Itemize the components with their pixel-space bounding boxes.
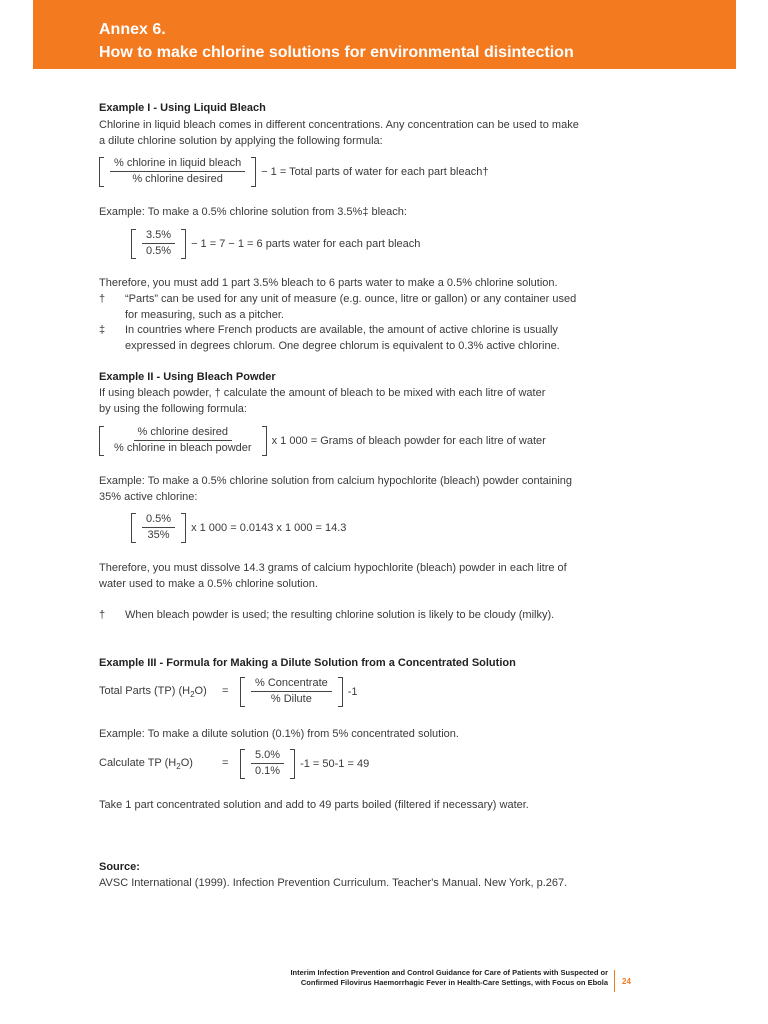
example-2-therefore-line-1: Therefore, you must dissolve 14.3 grams of calcium hypochlorite (bleach) powder in each litre of (99, 562, 567, 574)
example-2-calculation (131, 512, 346, 543)
fraction-denominator: % chlorine desired (132, 173, 223, 185)
total-parts-label: Total Parts (TP) $(H_2O)$ (99, 685, 207, 700)
fraction-numerator: 3.5% (142, 228, 175, 244)
footer-divider (614, 970, 615, 992)
example-2-example-line-2: 35% active chlorine: (99, 491, 198, 503)
calculation-result: − 1 = 7 − 1 = 6 parts water for each part bleach (191, 237, 421, 250)
example-2-example-line-1: Example: To make a 0.5% chlorine solution from calcium hypochlorite (bleach) powder containing (99, 475, 573, 487)
footer-line-2: Confirmed Filovirus Haemorrhagic Fever in Health-Care Settings, with Focus on Ebola (300, 978, 608, 987)
page-number: 24 (622, 977, 631, 986)
calculate-tp-label: Calculate TP $(H_2O)$ (99, 757, 193, 772)
fraction-denominator: 0.5% (146, 245, 172, 257)
example-3-take-line: Take 1 part concentrated solution and add to 49 parts boiled (filtered if necessary) water. (99, 799, 529, 811)
footnote-double-dagger (99, 322, 619, 354)
fraction (136, 228, 181, 259)
fraction (245, 748, 290, 779)
footnote-mark: ‡ (99, 324, 106, 336)
fraction-numerator: 0.5% (142, 512, 175, 528)
fraction-denominator: 0.1% (255, 765, 281, 777)
equals-sign: = (222, 757, 229, 769)
fraction-numerator: 5.0% (251, 748, 284, 764)
footnote-text: When bleach powder is used; the resulting chlorine solution is likely to be cloudy (milky). (125, 609, 555, 621)
fraction-denominator: % chlorine in bleach powder (114, 442, 252, 454)
footnote-dagger (99, 291, 619, 323)
fraction-numerator: % chlorine desired (134, 425, 233, 441)
example-1-formula (99, 156, 488, 187)
source-citation: AVSC International (1999). Infection Prevention Curriculum. Teacher's Manual. New York, p.267. (99, 877, 568, 889)
annex-label: Annex 6. (99, 21, 166, 38)
calculation-result: x 1 000 = 0.0143 x 1 000 = 14.3 (191, 521, 347, 534)
footnote-line-2: for measuring, such as a pitcher. (125, 309, 284, 321)
footnote-line-2: expressed in degrees chlorum. One degree chlorum is equivalent to 0.3% active chlorine. (125, 340, 560, 352)
example-2-therefore-line-2: water used to make a 0.5% chlorine solution. (99, 578, 318, 590)
fraction (104, 156, 251, 187)
fraction-denominator: % Dilute (270, 693, 312, 705)
fraction-numerator: % chlorine in liquid bleach (110, 156, 245, 172)
footer-line-1: Interim Infection Prevention and Control Guidance for Care of Patients with Suspected or (290, 968, 608, 977)
example-3-calculation (240, 748, 369, 779)
example-1-heading: Example I - Using Liquid Bleach (99, 102, 266, 114)
example-1-calculation (131, 228, 420, 259)
fraction-denominator: 35% (147, 529, 170, 541)
example-2-formula (99, 425, 546, 456)
source-heading: Source: (99, 861, 140, 873)
example-3-formula (240, 676, 358, 707)
example-1-example-line: Example: To make a 0.5% chlorine solution from 3.5%‡ bleach: (99, 206, 407, 218)
example-1-intro-line-1: Chlorine in liquid bleach comes in different concentrations. Any concentration can be used to make (99, 119, 579, 131)
fraction (245, 676, 338, 707)
footnote-mark: † (99, 293, 106, 305)
example-2-intro-line-1: If using bleach powder, † calculate the amount of bleach to be mixed with each litre of water (99, 387, 546, 399)
example-1-therefore: Therefore, you must add 1 part 3.5% bleach to 6 parts water to make a 0.5% chlorine solution. (99, 277, 558, 289)
footnote-line-1: “Parts” can be used for any unit of measure (e.g. ounce, litre or gallon) or any container used (125, 293, 577, 305)
fraction-numerator: % Concentrate (251, 676, 332, 692)
page-title: How to make chlorine solutions for environmental disintection (99, 44, 574, 61)
example-2-intro-line-2: by using the following formula: (99, 403, 247, 415)
page-footer (290, 968, 608, 988)
calculation-result: -1 = 50-1 = 49 (300, 757, 370, 770)
header-banner (33, 0, 736, 69)
example-2-heading: Example II - Using Bleach Powder (99, 371, 276, 383)
formula-result: − 1 = Total parts of water for each part bleach† (261, 165, 489, 178)
formula-result: x 1 000 = Grams of bleach powder for each litre of water (271, 434, 546, 447)
formula-result: -1 (347, 685, 358, 698)
footnote-dagger-powder (99, 607, 619, 623)
equals-sign: = (222, 685, 229, 697)
footnote-mark: † (99, 609, 106, 621)
example-3-example-line: Example: To make a dilute solution (0.1%) from 5% concentrated solution. (99, 728, 459, 740)
fraction (104, 425, 262, 456)
footnote-line-1: In countries where French products are available, the amount of active chlorine is usually (125, 324, 558, 336)
example-1-intro-line-2: a dilute chlorine solution by applying the following formula: (99, 135, 383, 147)
example-3-heading: Example III - Formula for Making a Dilute Solution from a Concentrated Solution (99, 657, 516, 669)
fraction (136, 512, 181, 543)
